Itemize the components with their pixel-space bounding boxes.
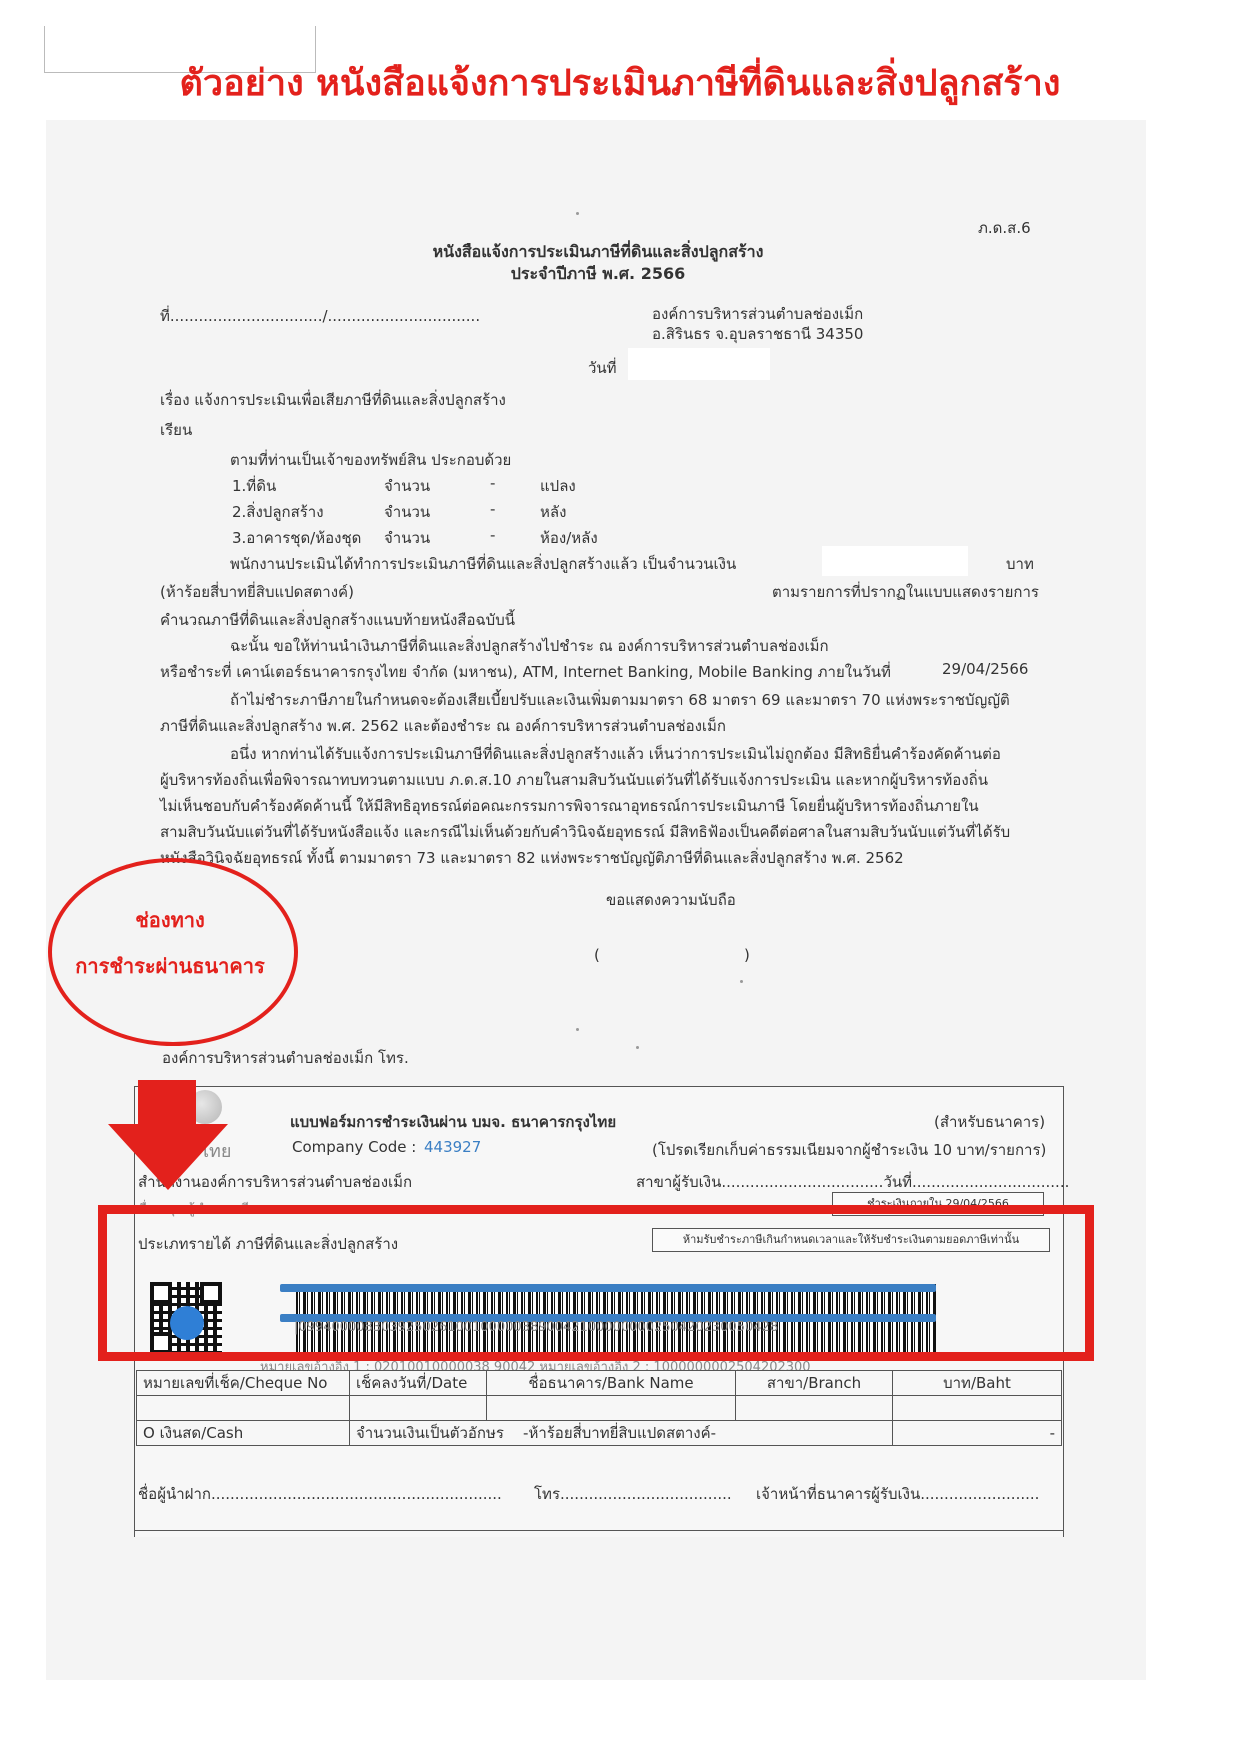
cheque-header: เช็คลงวันที่/Date xyxy=(350,1371,487,1396)
scan-speck xyxy=(636,1046,639,1049)
asset-qty-label: จำนวน xyxy=(384,529,431,547)
cheque-table xyxy=(136,1370,1062,1446)
amount-words: -ห้าร้อยสี่บาทยี่สิบแปดสตางค์- xyxy=(523,1424,717,1442)
calc-line: คำนวณภาษีที่ดินและสิ่งปลูกสร้างแนบท้ายหนังสือฉบับนี้ xyxy=(160,611,515,629)
cheque-header: หมายเลขที่เช็ค/Cheque No xyxy=(137,1371,350,1396)
signature-open: ( xyxy=(594,946,600,964)
phone-line: โทร.................................... xyxy=(534,1485,732,1503)
signature-close: ) xyxy=(744,946,750,964)
appeal-line: อนึ่ง หากท่านได้รับแจ้งการประเมินภาษีที่ดินและสิ่งปลูกสร้างแล้ว เห็นว่าการประเมินไม่ถูกต้อง มีสิทธิยื่นคำร้องคัดค้านต่อ xyxy=(230,745,1001,763)
redacted-date xyxy=(628,348,770,380)
org-address: อ.สิรินธร จ.อุบลราชธานี 34350 xyxy=(652,325,864,343)
asset-qty-label: จำนวน xyxy=(384,477,431,495)
barcode-number: |0994000083039250261001000003890042100000000250420230050428 xyxy=(294,1320,779,1335)
amount-words-label: จำนวนเงินเป็นตัวอักษร xyxy=(356,1424,504,1442)
penalty-line: ภาษีที่ดินและสิ่งปลูกสร้าง พ.ศ. 2562 และต้องชำระ ณ องค์การบริหารส่วนตำบลช่องเม็ก xyxy=(160,717,727,735)
penalty-line: ถ้าไม่ชำระภาษีภายในกำหนดจะต้องเสียเบี้ยปรับและเงินเพิ่มตามมาตรา 68 มาตรา 69 และมาตรา 70 แห่งพระราชบัญญัติ xyxy=(230,691,1010,709)
table-row xyxy=(137,1396,1062,1421)
scan-speck xyxy=(740,980,743,983)
amount-tail: - xyxy=(893,1421,1062,1446)
appeal-line: สามสิบวันนับแต่วันที่ได้รับหนังสือแจ้ง และกรณีไม่เห็นด้วยกับคำวินิจฉัยอุทธรณ์ มีสิทธิฟ้องเป็นคดีต่อศาลในสามสิบวันนับแต่วันที่ได้รับ xyxy=(160,823,1011,841)
cheque-cell xyxy=(736,1396,893,1421)
letter-title: หนังสือแจ้งการประเมินภาษีที่ดินและสิ่งปลูกสร้าง xyxy=(432,242,764,261)
amount-words-cell xyxy=(350,1421,893,1446)
asset-qty: - xyxy=(490,474,496,492)
payment-channels: หรือชำระที่ เคาน์เตอร์ธนาคารกรุงไทย จำกัด (มหาชน), ATM, Internet Banking, Mobile Banking ภายในวันที่ xyxy=(160,663,891,681)
down-arrow-head-icon xyxy=(108,1124,228,1190)
asset-qty-label: จำนวน xyxy=(384,503,431,521)
payer-label: ชื่อ-สกุล ผู้ชำระภาษี xyxy=(138,1202,250,1217)
bank-short-name: ไทย xyxy=(200,1141,232,1162)
ellipse-label-2: การชำระผ่านธนาคาร xyxy=(75,954,265,978)
for-bank-label: (สำหรับธนาคาร) xyxy=(934,1113,1046,1131)
intro: ตามที่ท่านเป็นเจ้าของทรัพย์สิน ประกอบด้วย xyxy=(230,451,512,469)
table-row xyxy=(137,1371,1062,1396)
salutation: เรียน xyxy=(160,421,193,439)
revenue-type: ประเภทรายได้ ภาษีที่ดินและสิ่งปลูกสร้าง xyxy=(138,1235,399,1253)
office-name: สำนักงานองค์การบริหารส่วนตำบลช่องเม็ก xyxy=(138,1173,413,1191)
amount-in-words: (ห้าร้อยสี่บาทยี่สิบแปดสตางค์) xyxy=(160,583,354,601)
cheque-cell xyxy=(137,1396,350,1421)
due-date: 29/04/2566 xyxy=(942,660,1029,678)
slip-title: แบบฟอร์มการชำระเงินผ่าน บมจ. ธนาคารกรุงไทย xyxy=(290,1113,617,1131)
asset-qty: - xyxy=(490,526,496,544)
depositor-line: ชื่อผู้นำฝาก............................................................. xyxy=(138,1485,502,1503)
closing: ขอแสดงความนับถือ xyxy=(606,891,736,909)
scan-speck xyxy=(576,212,579,215)
contact-line: องค์การบริหารส่วนตำบลช่องเม็ก โทร. xyxy=(162,1049,409,1067)
per-list-note: ตามรายการที่ปรากฏในแบบแสดงรายการ xyxy=(772,583,1039,601)
reference-number: ที่................................/................................ xyxy=(160,307,481,325)
form-code: ภ.ด.ส.6 xyxy=(978,219,1031,237)
org-name: องค์การบริหารส่วนตำบลช่องเม็ก xyxy=(652,305,864,323)
asset-unit: หลัง xyxy=(540,503,567,521)
asset-qty: - xyxy=(490,500,496,518)
cheque-cell xyxy=(487,1396,736,1421)
asset-item: 1.ที่ดิน xyxy=(232,477,277,495)
company-code-label: Company Code : xyxy=(292,1138,417,1156)
highlight-rectangle xyxy=(98,1205,1094,1361)
cheque-header: ชื่อธนาคาร/Bank Name xyxy=(487,1371,736,1396)
letter-subtitle: ประจำปีภาษี พ.ศ. 2566 xyxy=(510,264,686,283)
reference-numbers: หมายเลขอ้างอิง 1 : 02010010000038 90042 หมายเลขอ้างอิง 2 : 1000000002504202300 xyxy=(260,1360,811,1375)
appeal-line: ไม่เห็นชอบกับคำร้องคัดค้านนี้ ให้มีสิทธิอุทธรณ์ต่อคณะกรรมการพิจารณาอุทธรณ์การประเมินภาษี โดยยื่นผู้บริหารท้องถิ่นภายใน xyxy=(160,797,979,815)
subject: เรื่อง แจ้งการประเมินเพื่อเสียภาษีที่ดินและสิ่งปลูกสร้าง xyxy=(160,391,506,409)
table-row xyxy=(137,1421,1062,1446)
warning-box: ห้ามรับชำระภาษีเกินกำหนดเวลาและให้รับชำระเงินตามยอดภาษีเท่านั้น xyxy=(652,1228,1050,1252)
asset-item: 2.สิ่งปลูกสร้าง xyxy=(232,503,324,521)
ellipse-label-1: ช่องทาง xyxy=(135,908,205,932)
cheque-header: สาขา/Branch xyxy=(736,1371,893,1396)
page-heading: ตัวอย่าง หนังสือแจ้งการประเมินภาษีที่ดินและสิ่งปลูกสร้าง xyxy=(179,63,1061,104)
cheque-cell xyxy=(350,1396,487,1421)
fee-note: (โปรดเรียกเก็บค่าธรรมเนียมจากผู้ชำระเงิน 10 บาท/รายการ) xyxy=(652,1141,1047,1159)
branch-date-line: สาขาผู้รับเงิน..................................วันที่................................. xyxy=(636,1173,1070,1191)
company-code: 443927 xyxy=(424,1138,482,1156)
down-arrow-icon xyxy=(138,1080,196,1126)
appeal-line: หนังสือวินิจฉัยอุทธรณ์ ทั้งนี้ ตามมาตรา 73 และมาตรา 82 แห่งพระราชบัญญัติภาษีที่ดินและสิ่งปลูกสร้าง พ.ศ. 2562 xyxy=(160,849,904,867)
officer-line: เจ้าหน้าที่ธนาคารผู้รับเงิน......................... xyxy=(756,1485,1040,1503)
due-date-box: ชำระเงินภายใน 29/04/2566 xyxy=(832,1192,1044,1216)
cheque-header: บาท/Baht xyxy=(893,1371,1062,1396)
date-label: วันที่ xyxy=(588,359,617,377)
assessment-line: พนักงานประเมินได้ทำการประเมินภาษีที่ดินและสิ่งปลูกสร้างแล้ว เป็นจำนวนเงิน xyxy=(230,555,737,573)
asset-unit: แปลง xyxy=(540,477,576,495)
redacted-amount xyxy=(822,546,968,576)
currency-label: บาท xyxy=(1006,555,1034,573)
cash-option: O เงินสด/Cash xyxy=(137,1421,350,1446)
asset-unit: ห้อง/หลัง xyxy=(540,529,598,547)
appeal-line: ผู้บริหารท้องถิ่นเพื่อพิจารณาทบทวนตามแบบ ภ.ด.ส.10 ภายในสามสิบวันนับแต่วันที่ได้รับแจ้งการประเมิน และหากผู้บริหารท้องถิ่น xyxy=(160,771,988,789)
payment-paragraph: ฉะนั้น ขอให้ท่านนำเงินภาษีที่ดินและสิ่งปลูกสร้างไปชำระ ณ องค์การบริหารส่วนตำบลช่องเม็ก xyxy=(230,637,829,655)
cheque-cell xyxy=(893,1396,1062,1421)
asset-item: 3.อาคารชุด/ห้องชุด xyxy=(232,529,362,547)
scan-speck xyxy=(576,1028,579,1031)
